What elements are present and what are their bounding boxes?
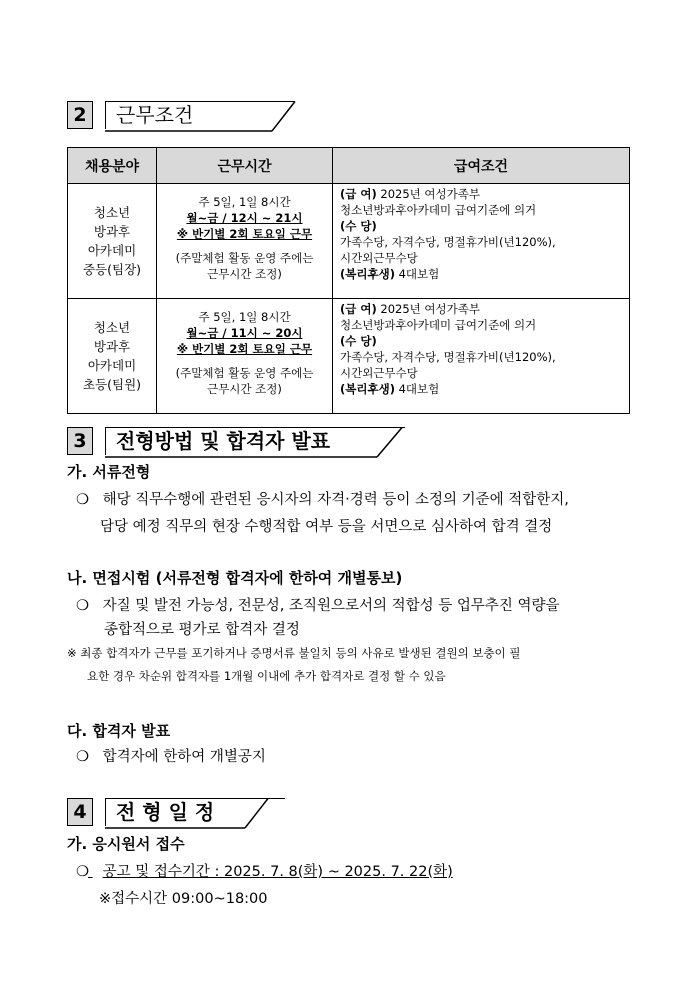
section-title: 전 형 일 정 (105, 798, 285, 826)
table-header-row (68, 148, 630, 184)
subheading-application: 가. 응시원서 접수 (67, 835, 185, 853)
section-title-frame (67, 101, 367, 133)
circle-bullet-icon: ❍ (76, 864, 89, 880)
table-row (68, 299, 630, 414)
circle-bullet-icon: ❍ (76, 492, 89, 508)
table-row (68, 184, 630, 299)
working-conditions-table (67, 147, 630, 414)
section-title: 근무조건 (105, 101, 295, 129)
bullet-continuation: 종합적으로 평가로 합격자 결정 (104, 622, 300, 638)
subheading-announcement: 다. 합격자 발표 (67, 722, 171, 740)
footnote-continuation: 요한 경우 차순위 합격자를 1개월 이내에 추가 합격자로 결정 할 수 있음 (87, 669, 446, 683)
subheading-document-screening: 가. 서류전형 (67, 463, 151, 481)
section-title-frame (67, 427, 467, 459)
circle-bullet-icon: ❍ (76, 598, 89, 614)
bullet-item: ❍ 공고 및 접수기간 : 2025. 7. 8(화) ~ 2025. 7. 22(화) (76, 864, 453, 880)
bullet-item: ❍ 자질 및 발전 가능성, 전문성, 조직원으로서의 적합성 등 업무추진 역량을 (76, 598, 560, 614)
bullet-item: ❍ 해당 직무수행에 관련된 응시자의 자격‧경력 등이 소정의 기준에 적합한지, (76, 492, 569, 508)
time-cell: 주 5일, 1일 8시간 월~금 / 11시 ~ 20시 ※ 반기별 2회 토요일 근무 (주말체험 활동 운영 주에는 근무시간 조정) (157, 299, 333, 414)
section-number: 2 (67, 101, 93, 129)
footnote: ※ 최종 합격자가 근무를 포기하거나 증명서류 불일치 등의 사유로 발생된 결원의 보충이 필 (67, 646, 521, 660)
column-header: 급여조건 (333, 148, 630, 184)
section-number: 3 (67, 427, 93, 455)
application-time-note: ※접수시간 09:00~18:00 (99, 891, 268, 907)
field-cell: 청소년 방과후 아카데미 초등(팀원) (68, 299, 157, 414)
column-header: 근무시간 (157, 148, 333, 184)
field-cell: 청소년 방과후 아카데미 중등(팀장) (68, 184, 157, 299)
subheading-interview: 나. 면접시험 (서류전형 합격자에 한하여 개별통보) (67, 569, 403, 587)
circle-bullet-icon: ❍ (76, 749, 89, 765)
section-number: 4 (67, 798, 93, 826)
bullet-continuation: 담당 예정 직무의 현장 수행적합 여부 등을 서면으로 심사하여 합격 결정 (100, 519, 553, 535)
section-title-frame (67, 798, 367, 830)
pay-cell: (급 여) 2025년 여성가족부 청소년방과후아카데미 급여기준에 의거 (수 당) 가족수당, 자격수당, 명절휴가비(년120%), 시간외근무수당 (복리후생) 4대보험 (333, 184, 630, 299)
section-title: 전형방법 및 합격자 발표 (105, 427, 405, 455)
bullet-item: ❍ 합격자에 한하여 개별공지 (76, 749, 266, 765)
pay-cell: (급 여) 2025년 여성가족부 청소년방과후아카데미 급여기준에 의거 (수 당) 가족수당, 자격수당, 명절휴가비(년120%), 시간외근무수당 (복리후생) 4대보험 (333, 299, 630, 414)
time-cell: 주 5일, 1일 8시간 월~금 / 12시 ~ 21시 ※ 반기별 2회 토요일 근무 (주말체험 활동 운영 주에는 근무시간 조정) (157, 184, 333, 299)
column-header: 채용분야 (68, 148, 157, 184)
